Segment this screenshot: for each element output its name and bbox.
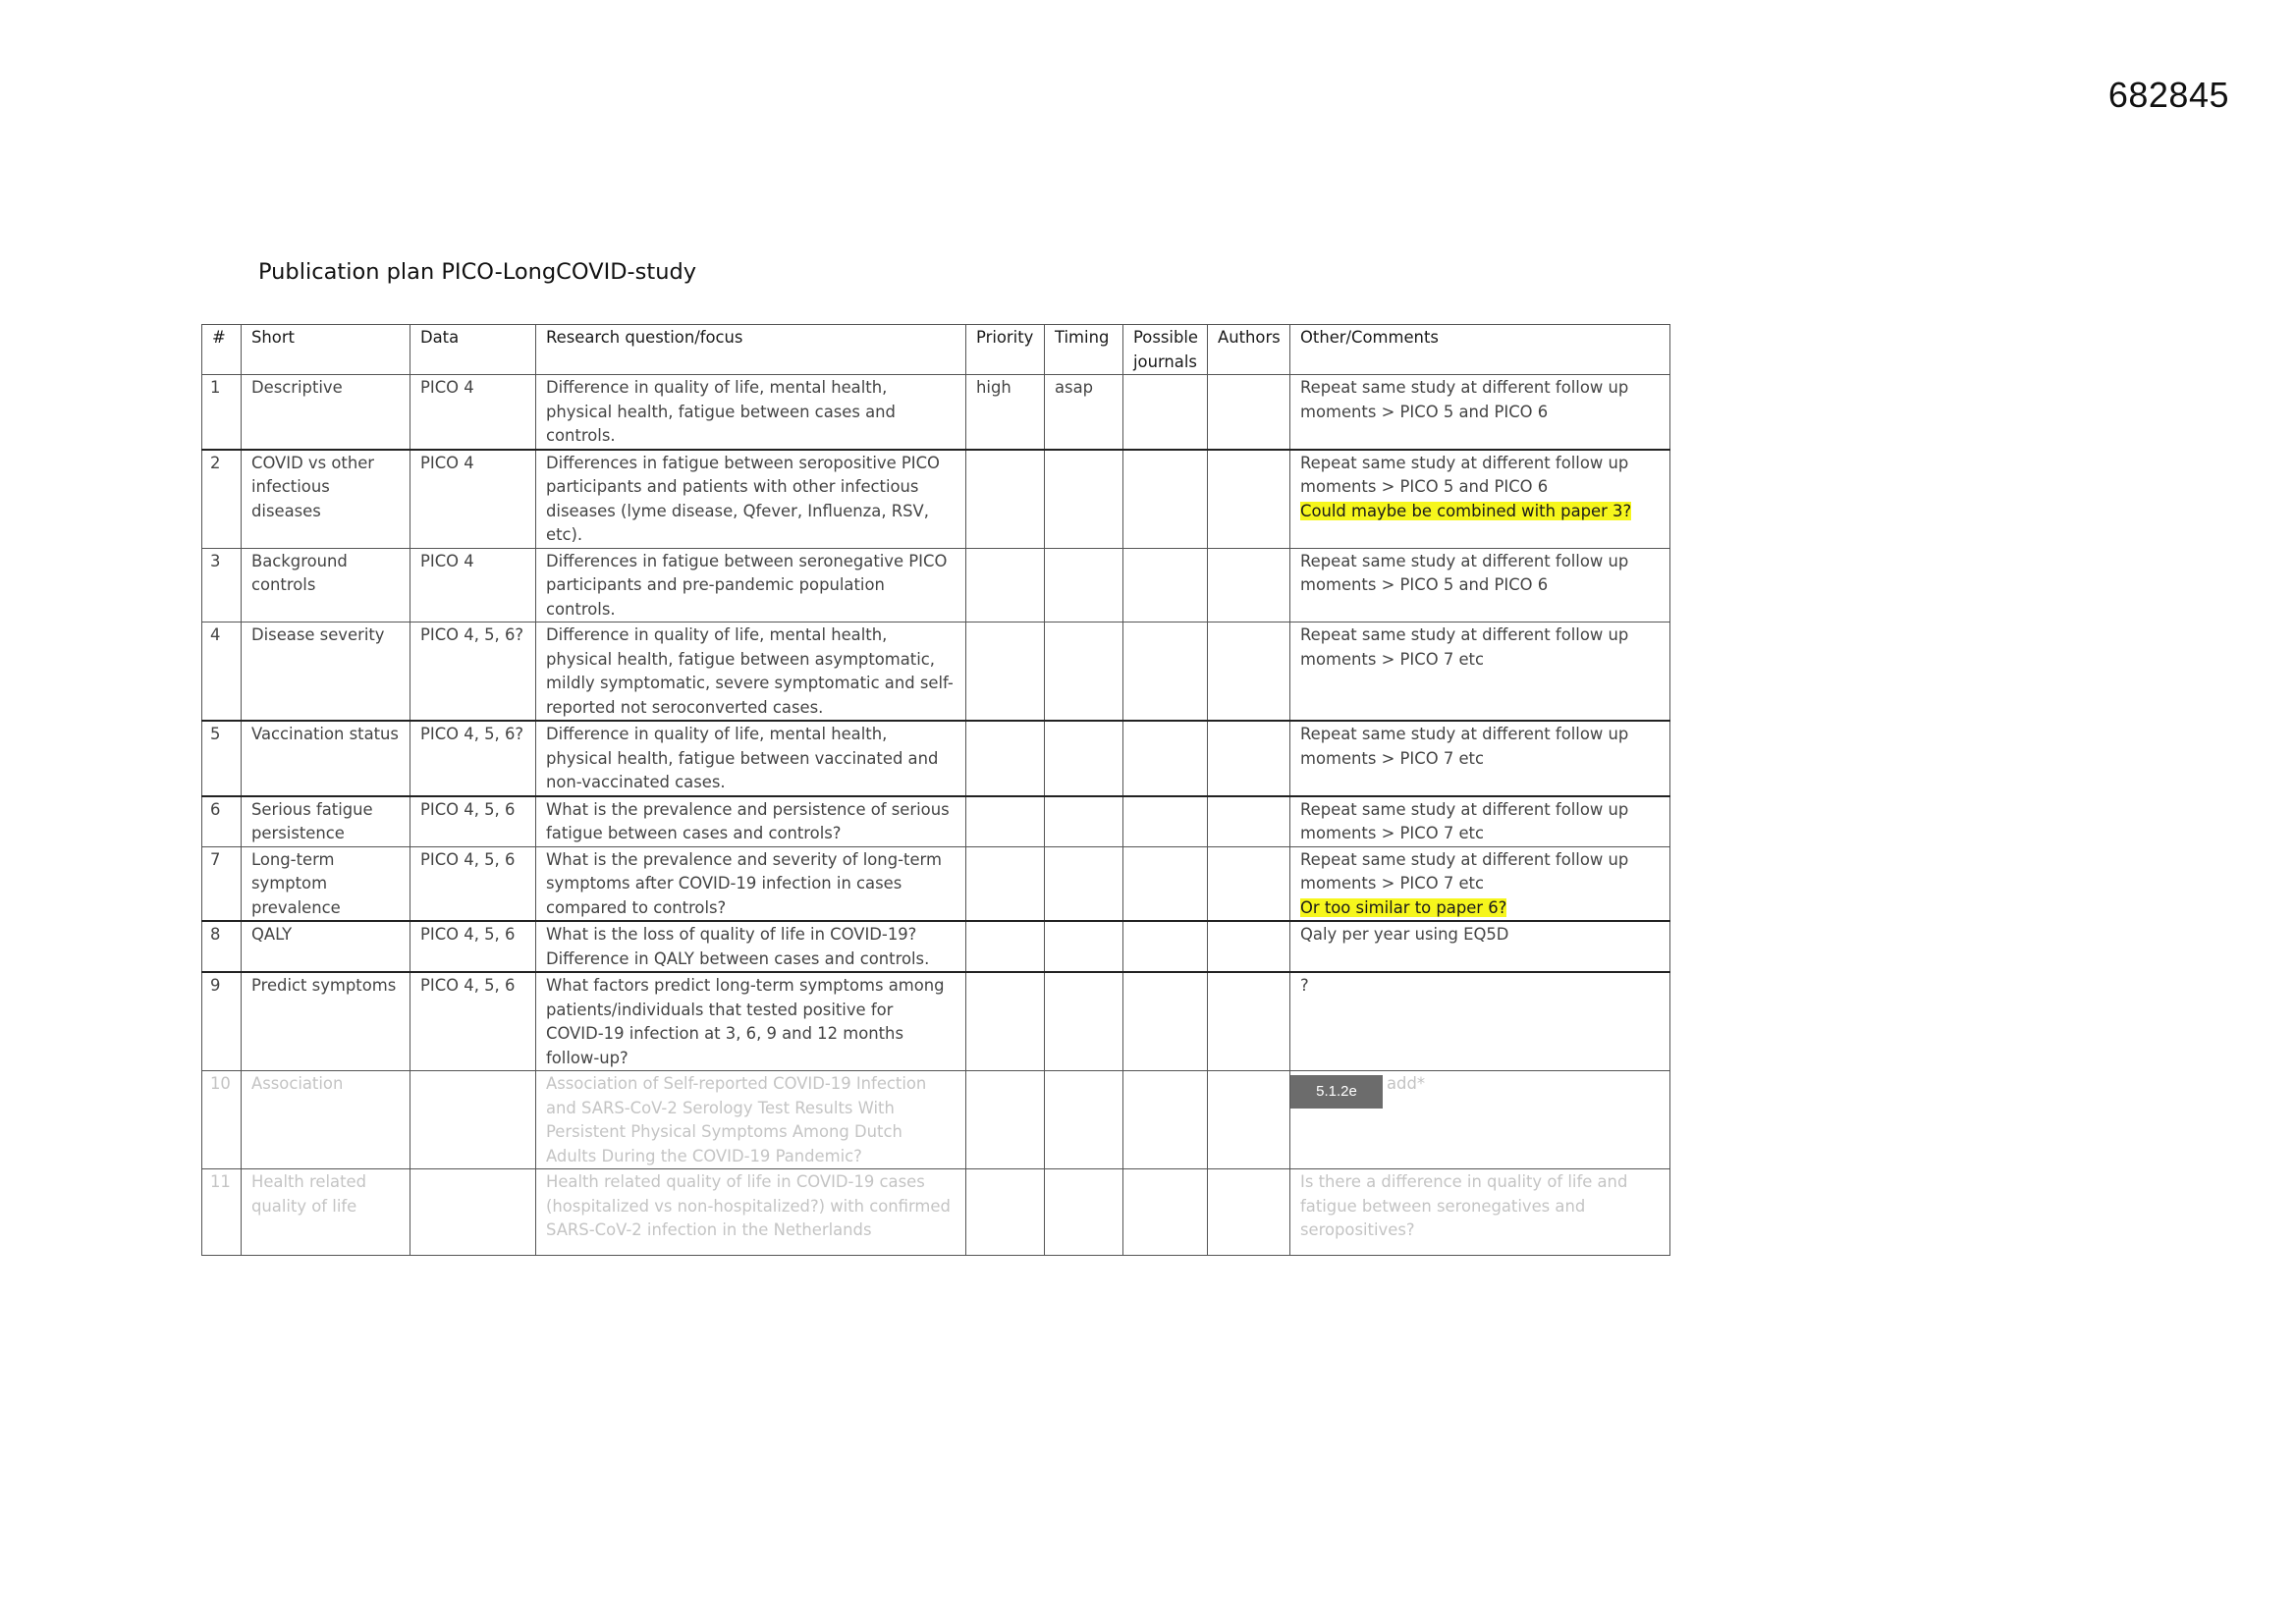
row-data: PICO 4 xyxy=(410,375,536,450)
highlighted-comment: Or too similar to paper 6? xyxy=(1300,897,1507,917)
row-journals xyxy=(1123,1071,1208,1169)
row-number: 6 xyxy=(202,796,242,847)
row-priority: high xyxy=(966,375,1045,450)
row-authors xyxy=(1208,450,1290,549)
row-number: 3 xyxy=(202,548,242,623)
table-row xyxy=(202,623,1670,722)
row-question: Differences in fatigue between seropositive PICO participants and patients with other infectious diseases (lyme disease, Qfever, Influenza, RSV, etc). xyxy=(536,450,966,549)
row-authors xyxy=(1208,921,1290,972)
row-comment-text: Repeat same study at different follow up moments > PICO 7 etc xyxy=(1300,725,1629,768)
row-comment-text: Repeat same study at different follow up moments > PICO 7 etc xyxy=(1300,849,1629,893)
row-data: PICO 4 xyxy=(410,548,536,623)
row-comment xyxy=(1290,548,1670,623)
table-row xyxy=(202,921,1670,972)
table-row xyxy=(202,548,1670,623)
table-row xyxy=(202,796,1670,847)
row-question: What factors predict long-term symptoms among patients/individuals that tested positive for COVID-19 infection at 3, 6, 9 and 12 months follow-up? xyxy=(536,972,966,1071)
table-row xyxy=(202,1169,1670,1256)
row-authors xyxy=(1208,796,1290,847)
row-authors xyxy=(1208,972,1290,1071)
row-number: 5 xyxy=(202,721,242,796)
row-timing xyxy=(1045,548,1123,623)
row-comment-text: Repeat same study at different follow up moments > PICO 7 etc xyxy=(1300,625,1629,669)
row-short: COVID vs other infectious diseases xyxy=(242,450,410,549)
row-question: What is the loss of quality of life in COVID-19? Difference in QALY between cases and controls. xyxy=(536,921,966,972)
row-priority xyxy=(966,1071,1045,1169)
row-data xyxy=(410,1071,536,1169)
column-header-priority: Priority xyxy=(966,325,1045,375)
row-comment-text: Qaly per year using EQ5D xyxy=(1300,925,1509,944)
row-priority xyxy=(966,921,1045,972)
row-data: PICO 4, 5, 6? xyxy=(410,623,536,722)
row-timing xyxy=(1045,846,1123,921)
table-row xyxy=(202,375,1670,450)
row-short: Vaccination status xyxy=(242,721,410,796)
row-authors xyxy=(1208,1169,1290,1256)
row-data: PICO 4 xyxy=(410,450,536,549)
row-authors xyxy=(1208,846,1290,921)
row-comment xyxy=(1290,450,1670,549)
table-header-row xyxy=(202,325,1670,375)
column-header-comments: Other/Comments xyxy=(1290,325,1670,375)
row-authors xyxy=(1208,1071,1290,1169)
table-row xyxy=(202,721,1670,796)
row-priority xyxy=(966,846,1045,921)
row-question: Difference in quality of life, mental health, physical health, fatigue between asymptomatic, mildly symptomatic, severe symptomatic and self-reported not seroconverted cases. xyxy=(536,623,966,722)
row-short: Background controls xyxy=(242,548,410,623)
row-timing xyxy=(1045,1071,1123,1169)
document-number: 682845 xyxy=(2107,75,2229,115)
row-priority xyxy=(966,972,1045,1071)
row-comment xyxy=(1290,1169,1670,1256)
column-header-number: # xyxy=(202,325,242,375)
row-short: Long-term symptom prevalence xyxy=(242,846,410,921)
row-number: 4 xyxy=(202,623,242,722)
row-comment-text: Repeat same study at different follow up moments > PICO 5 and PICO 6 xyxy=(1300,453,1629,496)
row-comment xyxy=(1290,972,1670,1071)
row-number: 2 xyxy=(202,450,242,549)
table-row xyxy=(202,846,1670,921)
redaction-stamp: 5.1.2e xyxy=(1290,1075,1383,1109)
column-header-research-question: Research question/focus xyxy=(536,325,966,375)
row-number: 10 xyxy=(202,1071,242,1169)
column-header-authors: Authors xyxy=(1208,325,1290,375)
row-question: What is the prevalence and persistence of serious fatigue between cases and controls? xyxy=(536,796,966,847)
row-priority xyxy=(966,623,1045,722)
row-timing xyxy=(1045,921,1123,972)
row-data xyxy=(410,1169,536,1256)
row-short: Serious fatigue persistence xyxy=(242,796,410,847)
row-question: Difference in quality of life, mental health, physical health, fatigue between vaccinated and non-vaccinated cases. xyxy=(536,721,966,796)
row-number: 8 xyxy=(202,921,242,972)
page-title: Publication plan PICO-LongCOVID-study xyxy=(258,259,697,285)
row-journals xyxy=(1123,548,1208,623)
row-question: Difference in quality of life, mental health, physical health, fatigue between cases and controls. xyxy=(536,375,966,450)
row-short: Predict symptoms xyxy=(242,972,410,1071)
row-comment xyxy=(1290,921,1670,972)
row-timing xyxy=(1045,721,1123,796)
row-comment-text: Repeat same study at different follow up moments > PICO 5 and PICO 6 xyxy=(1300,378,1629,421)
row-short: Descriptive xyxy=(242,375,410,450)
row-question: What is the prevalence and severity of long-term symptoms after COVID-19 infection in cases compared to controls? xyxy=(536,846,966,921)
row-priority xyxy=(966,548,1045,623)
row-question: Health related quality of life in COVID-19 cases (hospitalized vs non-hospitalized?) with confirmed SARS-CoV-2 infection in the Netherlands xyxy=(536,1169,966,1256)
row-authors xyxy=(1208,375,1290,450)
highlighted-comment: Could maybe be combined with paper 3? xyxy=(1300,501,1632,520)
row-short: Association xyxy=(242,1071,410,1169)
row-comment xyxy=(1290,375,1670,450)
row-authors xyxy=(1208,548,1290,623)
row-timing xyxy=(1045,972,1123,1071)
row-short: Disease severity xyxy=(242,623,410,722)
column-header-short: Short xyxy=(242,325,410,375)
row-journals xyxy=(1123,623,1208,722)
row-authors xyxy=(1208,623,1290,722)
row-number: 11 xyxy=(202,1169,242,1256)
row-journals xyxy=(1123,921,1208,972)
row-number: 7 xyxy=(202,846,242,921)
row-comment-text: Repeat same study at different follow up moments > PICO 7 etc xyxy=(1300,799,1629,842)
row-priority xyxy=(966,796,1045,847)
row-data: PICO 4, 5, 6? xyxy=(410,721,536,796)
table-row xyxy=(202,972,1670,1071)
row-number: 1 xyxy=(202,375,242,450)
row-comment-text: Is there a difference in quality of life and fatigue between seronegatives and seropositives? xyxy=(1300,1172,1628,1239)
column-header-possible-journals: Possible journals xyxy=(1123,325,1208,375)
row-data: PICO 4, 5, 6 xyxy=(410,796,536,847)
row-comment xyxy=(1290,623,1670,722)
column-header-data: Data xyxy=(410,325,536,375)
row-journals xyxy=(1123,375,1208,450)
publication-plan-table xyxy=(201,324,1670,1256)
row-journals xyxy=(1123,1169,1208,1256)
row-data: PICO 4, 5, 6 xyxy=(410,921,536,972)
row-journals xyxy=(1123,796,1208,847)
row-short: Health related quality of life xyxy=(242,1169,410,1256)
row-priority xyxy=(966,721,1045,796)
row-short: QALY xyxy=(242,921,410,972)
row-comment xyxy=(1290,846,1670,921)
row-timing xyxy=(1045,450,1123,549)
column-header-timing: Timing xyxy=(1045,325,1123,375)
row-comment xyxy=(1290,796,1670,847)
row-number: 9 xyxy=(202,972,242,1071)
row-comment-text: ? xyxy=(1300,976,1309,995)
row-comment-text: Repeat same study at different follow up moments > PICO 5 and PICO 6 xyxy=(1300,551,1629,594)
table-row xyxy=(202,450,1670,549)
row-priority xyxy=(966,450,1045,549)
row-question: Association of Self-reported COVID-19 Infection and SARS-CoV-2 Serology Test Results With Persistent Physical Symptoms Among Dutch Adults During the COVID-19 Pandemic? xyxy=(536,1071,966,1169)
row-journals xyxy=(1123,721,1208,796)
row-question: Differences in fatigue between seronegative PICO participants and pre-pandemic population controls. xyxy=(536,548,966,623)
row-journals xyxy=(1123,450,1208,549)
row-comment xyxy=(1290,721,1670,796)
row-timing xyxy=(1045,623,1123,722)
row-timing: asap xyxy=(1045,375,1123,450)
row-timing xyxy=(1045,796,1123,847)
redaction-trailing-text: add* xyxy=(1387,1074,1426,1093)
row-data: PICO 4, 5, 6 xyxy=(410,846,536,921)
row-timing xyxy=(1045,1169,1123,1256)
row-journals xyxy=(1123,846,1208,921)
row-priority xyxy=(966,1169,1045,1256)
row-journals xyxy=(1123,972,1208,1071)
row-authors xyxy=(1208,721,1290,796)
table-row xyxy=(202,1071,1670,1169)
row-comment xyxy=(1290,1071,1670,1169)
row-data: PICO 4, 5, 6 xyxy=(410,972,536,1071)
